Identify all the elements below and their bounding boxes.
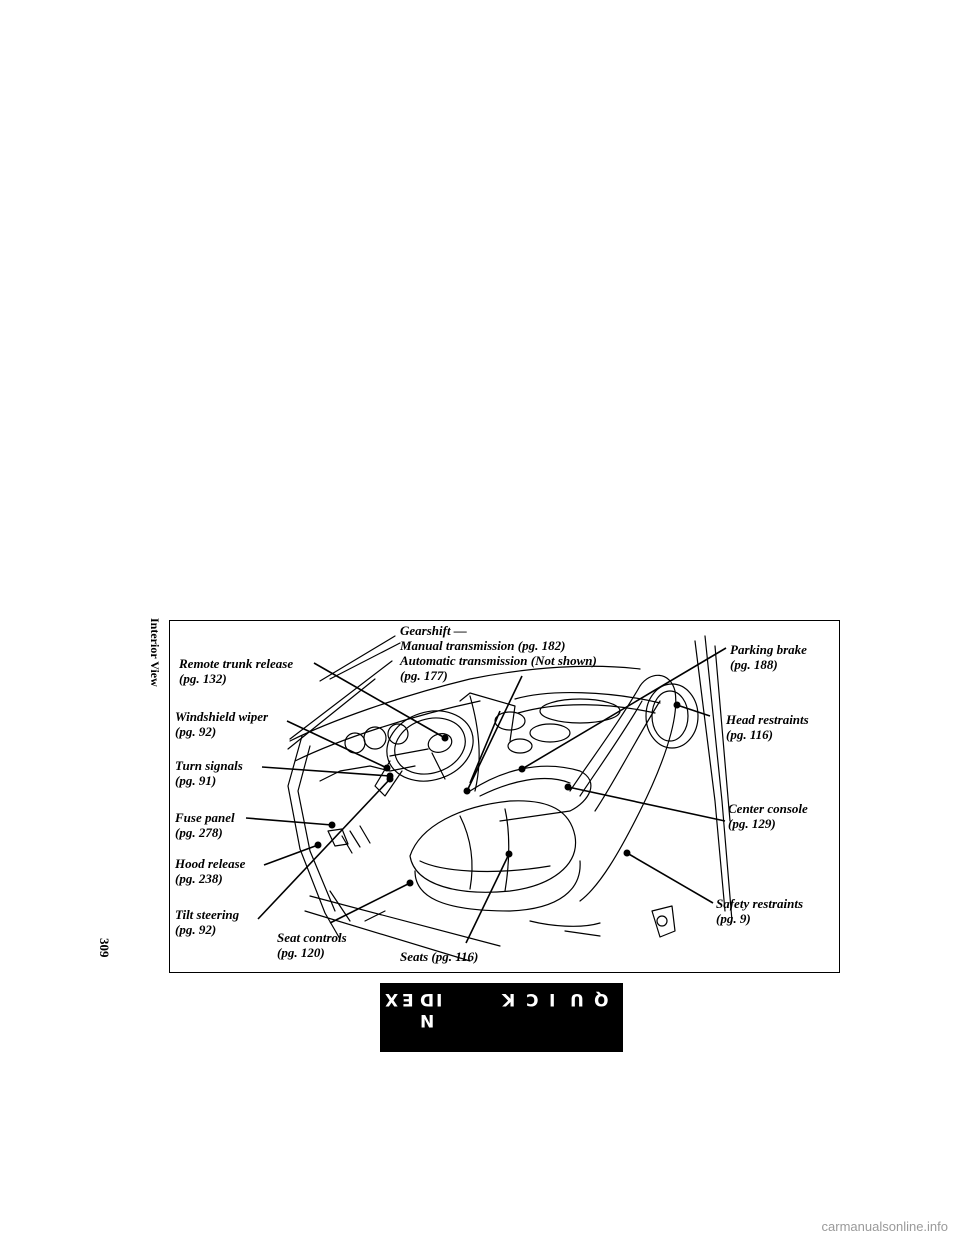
label-page: (pg. 177) — [400, 668, 448, 683]
head-restraint — [646, 684, 698, 748]
quick-index-letter: I — [436, 989, 443, 1009]
label-page: (pg. 188) — [730, 657, 778, 672]
label-text: Seats (pg. 116) — [400, 949, 479, 964]
callout-safety-restraints — [716, 896, 803, 926]
label-page: (pg. 9) — [716, 911, 751, 926]
label-text: Automatic transmission (Not shown) — [400, 653, 597, 668]
windshield-line — [320, 636, 395, 681]
section-title-vertical — [148, 618, 164, 708]
callout-center-console — [728, 801, 808, 831]
label-text: Windshield wiper — [175, 709, 269, 724]
label-text: Hood release — [175, 856, 246, 871]
footer-watermark: carmanualsonline.info — [821, 1219, 948, 1234]
quick-index-letter: U — [570, 989, 584, 1009]
label-text: Center console — [728, 801, 808, 816]
label-text: Turn signals — [175, 758, 243, 773]
label-page: (pg. 129) — [728, 816, 776, 831]
quick-index-letter: N — [420, 1010, 435, 1030]
quick-index-letter: Q — [594, 989, 609, 1009]
interior-view-diagram — [169, 620, 840, 973]
label-page: (pg. 91) — [175, 773, 217, 788]
page-number: 309 — [97, 938, 112, 958]
label-text: Fuse panel — [175, 810, 235, 825]
quick-index-letter: C — [526, 989, 539, 1009]
label-text: Manual transmission (pg. 182) — [400, 638, 566, 653]
callout-windshield-wiper — [175, 709, 268, 739]
callout-gearshift — [400, 623, 597, 683]
quick-index-letter: I — [549, 989, 556, 1009]
callout-seats — [400, 949, 478, 964]
callout-head-restraints — [726, 712, 809, 742]
label-text: Remote trunk release — [179, 656, 294, 671]
quick-index-letter: E — [402, 989, 414, 1009]
label-page: (pg. 278) — [175, 825, 223, 840]
label-text: Head restraints — [726, 712, 809, 727]
label-page: (pg. 92) — [175, 724, 217, 739]
label-text: Gearshift — — [400, 623, 467, 638]
callout-fuse-panel — [175, 810, 235, 840]
callout-tilt-steering — [175, 907, 239, 937]
section-title: Interior View — [148, 618, 162, 687]
seat-cushion — [410, 801, 576, 892]
label-page: (pg. 116) — [726, 727, 773, 742]
callout-turn-signals — [175, 758, 243, 788]
label-text: Tilt steering — [175, 907, 240, 922]
callout-remote-trunk-release — [179, 656, 293, 686]
label-text: Safety restraints — [716, 896, 804, 911]
quick-index-letter: X — [385, 989, 399, 1009]
label-page: (pg. 238) — [175, 871, 223, 886]
label-page: (pg. 92) — [175, 922, 217, 937]
label-text: Parking brake — [730, 642, 807, 657]
label-page: (pg. 132) — [179, 671, 227, 686]
callout-seat-controls — [277, 930, 347, 960]
quick-index-letter: D — [420, 989, 435, 1009]
label-text: Seat controls — [277, 930, 347, 945]
callout-hood-release — [175, 856, 245, 886]
label-page: (pg. 120) — [277, 945, 325, 960]
quick-index-tab — [380, 983, 623, 1052]
quick-index-letter: K — [502, 989, 516, 1009]
callout-parking-brake — [730, 642, 807, 672]
